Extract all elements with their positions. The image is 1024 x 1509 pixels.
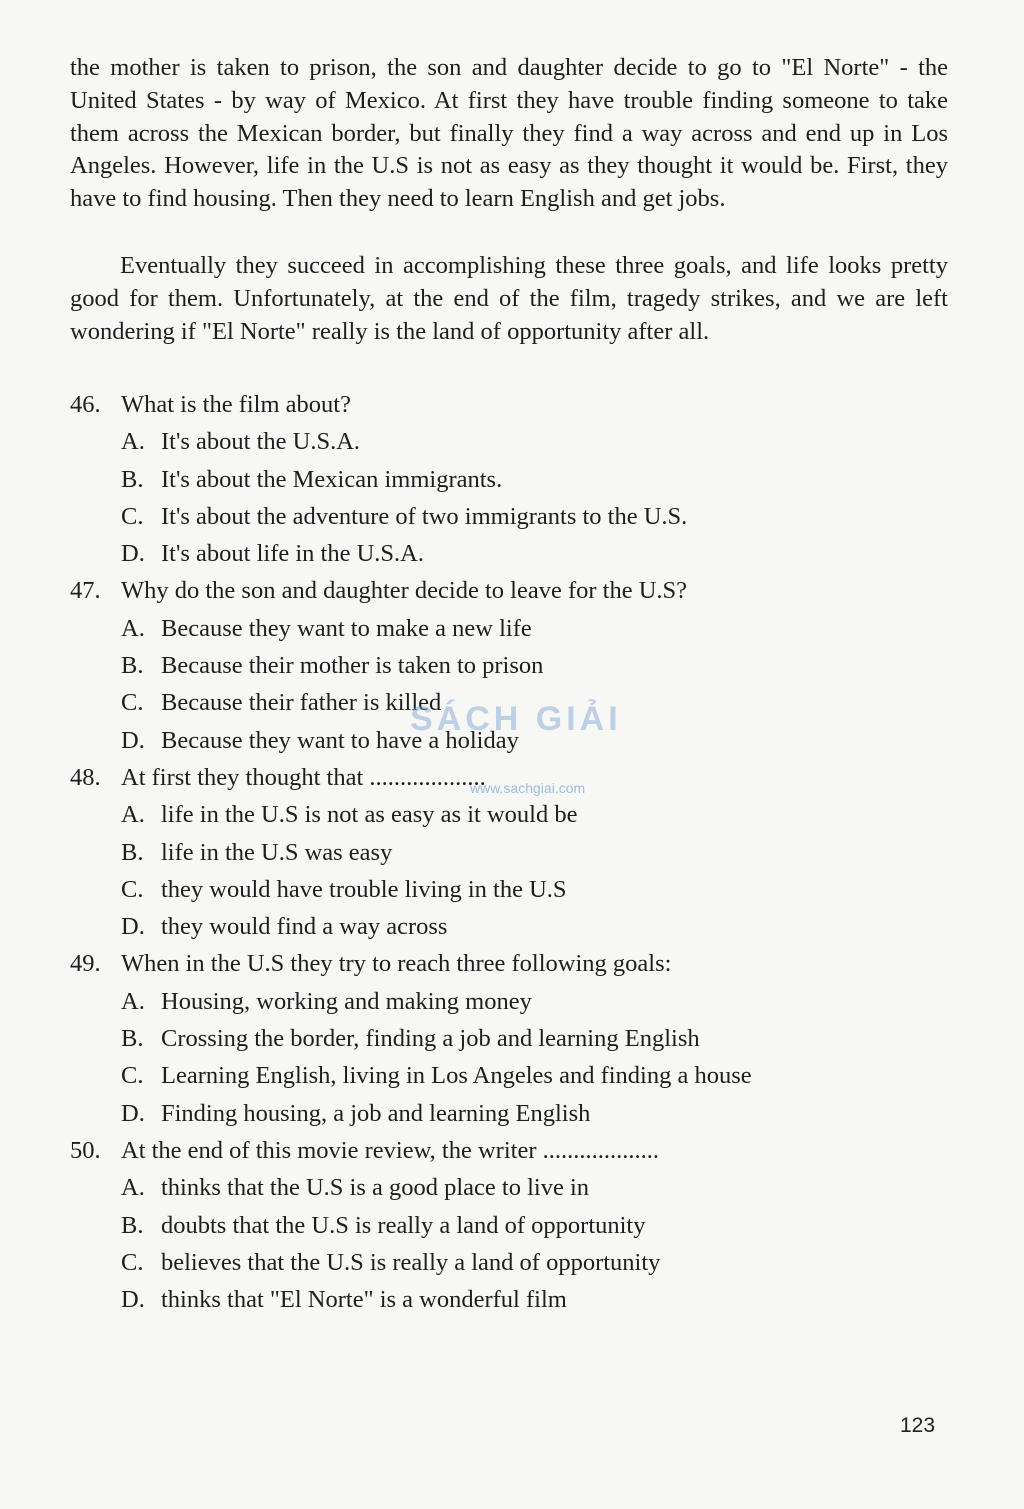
- option-letter: C.: [121, 1062, 144, 1090]
- option-d: [70, 1095, 970, 1132]
- passage-paragraph-2: Eventually they succeed in accomplishing these three goals, and life looks pretty good for them. Unfortunately, at the end of the film, tragedy strikes, and we are left wondering if "El Norte" really is the land of opportunity after all.: [70, 252, 948, 345]
- option-text: Because they want to make a new life: [161, 614, 532, 642]
- option-text: Because they want to have a holiday: [161, 726, 519, 754]
- option-text: Housing, working and making money: [161, 987, 532, 1015]
- question-text: At first they thought that ...................: [121, 763, 486, 791]
- question-number: 50.: [70, 1136, 101, 1164]
- option-b: [70, 1020, 970, 1057]
- option-a: [70, 610, 970, 647]
- option-d: [70, 908, 970, 945]
- question-number: 47.: [70, 577, 101, 605]
- watermark-url: www.sachgiai.com: [470, 780, 586, 796]
- option-letter: D.: [121, 726, 145, 754]
- option-c: [70, 498, 970, 535]
- option-letter: A.: [121, 614, 145, 642]
- option-c: [70, 871, 970, 908]
- option-d: [70, 722, 970, 759]
- option-a: [70, 1169, 970, 1206]
- page-number: 123: [900, 1414, 936, 1437]
- question-46: [70, 386, 970, 572]
- option-text: they would have trouble living in the U.S: [161, 875, 567, 903]
- option-letter: C.: [121, 502, 144, 530]
- option-text: life in the U.S was easy: [161, 838, 393, 866]
- option-text: It's about life in the U.S.A.: [161, 540, 424, 568]
- option-letter: C.: [121, 689, 144, 717]
- question-50: [70, 1132, 970, 1318]
- option-c: [70, 684, 970, 721]
- option-text: life in the U.S is not as easy as it would be: [161, 801, 578, 829]
- question-number: 48.: [70, 763, 101, 791]
- question-48: [70, 759, 970, 945]
- option-text: believes that the U.S is really a land of opportunity: [161, 1248, 661, 1276]
- option-letter: C.: [121, 1248, 144, 1276]
- option-letter: D.: [121, 540, 145, 568]
- option-text: Crossing the border, finding a job and learning English: [161, 1025, 700, 1053]
- option-text: Because their mother is taken to prison: [161, 652, 544, 680]
- option-text: thinks that the U.S is a good place to live in: [161, 1174, 590, 1202]
- option-c: [70, 1244, 970, 1281]
- question-text: When in the U.S they try to reach three following goals:: [121, 950, 672, 978]
- question-number: 49.: [70, 950, 101, 978]
- option-c: [70, 1057, 970, 1094]
- option-text: It's about the adventure of two immigrants to the U.S.: [161, 502, 688, 530]
- option-letter: A.: [121, 428, 145, 456]
- option-b: [70, 1207, 970, 1244]
- watermark-logo: SÁCH GIẢI: [410, 700, 622, 738]
- passage-paragraph-1: the mother is taken to prison, the son and daughter decide to go to "El Norte" - the United States - by way of Mexico. At first they have trouble finding someone to take them across the Mexican border, but finally they find a way across and end up in Los Angeles. However, life in the U.S is not as easy as they thought it would be. First, they have to find housing. Then they need to learn English and get jobs.: [70, 54, 948, 213]
- option-a: [70, 796, 970, 833]
- option-d: [70, 1281, 970, 1318]
- option-text: Learning English, living in Los Angeles and finding a house: [161, 1062, 752, 1090]
- question-number: 46.: [70, 391, 101, 418]
- option-letter: B.: [121, 465, 144, 493]
- option-letter: D.: [121, 1286, 145, 1314]
- option-text: thinks that "El Norte" is a wonderful film: [161, 1286, 567, 1314]
- option-a: [70, 983, 970, 1020]
- option-letter: A.: [121, 801, 145, 829]
- option-letter: D.: [121, 1099, 145, 1127]
- option-letter: B.: [121, 1025, 144, 1053]
- option-text: they would find a way across: [161, 913, 448, 941]
- option-letter: A.: [121, 1174, 145, 1202]
- option-letter: B.: [121, 1211, 144, 1239]
- option-a: [70, 423, 970, 460]
- option-b: [70, 461, 970, 498]
- question-text: What is the film about?: [121, 391, 351, 418]
- option-text: Because their father is killed: [161, 689, 442, 717]
- option-text: Finding housing, a job and learning English: [161, 1099, 591, 1127]
- question-text: Why do the son and daughter decide to leave for the U.S?: [121, 577, 688, 605]
- option-b: [70, 834, 970, 871]
- option-text: It's about the Mexican immigrants.: [161, 465, 503, 493]
- question-list: [70, 386, 970, 1318]
- option-letter: A.: [121, 987, 145, 1015]
- option-text: It's about the U.S.A.: [161, 428, 361, 456]
- question-text: At the end of this movie review, the writer ...................: [121, 1136, 659, 1164]
- question-47: [70, 572, 970, 758]
- option-letter: D.: [121, 913, 145, 941]
- option-letter: B.: [121, 838, 144, 866]
- option-text: doubts that the U.S is really a land of opportunity: [161, 1211, 646, 1239]
- option-letter: B.: [121, 652, 144, 680]
- question-49: [70, 945, 970, 1131]
- option-letter: C.: [121, 875, 144, 903]
- option-d: [70, 535, 970, 572]
- option-b: [70, 647, 970, 684]
